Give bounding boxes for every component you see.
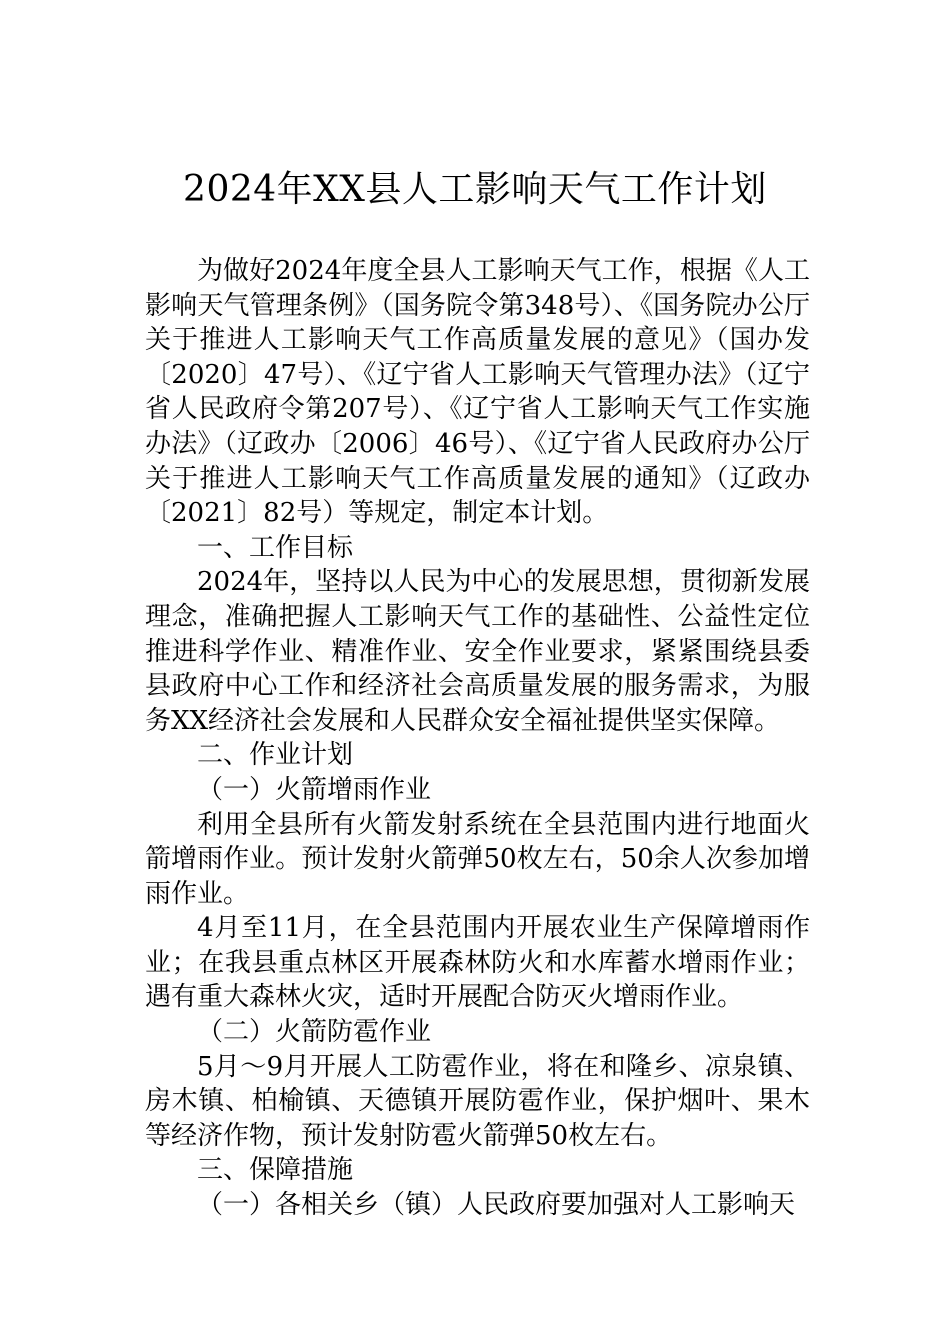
measures-paragraph: （一）各相关乡（镇）人民政府要加强对人工影响天 — [197, 1190, 796, 1221]
goals-paragraph: 2024年，坚持以人民为中心的发展思想，贯彻新发展理念，准确把握人工影响天气工作的基础性、公益性定位推进科学作业、精准作业、安全作业要求，紧紧围绕县委县政府中心工作和经济社会高质量发展的服务需求，为服务XX经济社会发展和人民群众安全福祉提供坚实保障。 — [145, 567, 810, 736]
section-heading-measures: 三、保障措施 — [197, 1155, 354, 1186]
document-body — [145, 254, 810, 1223]
document-title: 2024年XX县人工影响天气工作计划 — [183, 169, 767, 210]
rocket-rain-paragraph: 利用全县所有火箭发射系统在全县范围内进行地面火箭增雨作业。预计发射火箭弹50枚左右，50余人次参加增雨作业。 — [145, 809, 810, 909]
intro-paragraph: 为做好2024年度全县人工影响天气工作，根据《人工影响天气管理条例》（国务院令第348号）、《国务院办公厅关于推进人工影响天气工作高质量发展的意见》（国办发〔2020〕47号）、《辽宁省人工影响天气管理办法》（辽宁省人民政府令第207号）、《辽宁省人工影响天气工作实施办法》（辽政办〔2006〕46号）、《辽宁省人民政府办公厅关于推进人工影响天气工作高质量发展的通知》（辽政办〔2021〕82号）等规定，制定本计划。 — [145, 256, 810, 529]
section-heading-goals: 一、工作目标 — [197, 532, 354, 563]
subheading-rocket-hail: （二）火箭防雹作业 — [197, 1017, 432, 1048]
hail-paragraph: 5月～9月开展人工防雹作业，将在和隆乡、凉泉镇、房木镇、柏榆镇、天德镇开展防雹作业，保护烟叶、果木等经济作物，预计发射防雹火箭弹50枚左右。 — [145, 1051, 810, 1151]
rain-schedule-paragraph: 4月至11月，在全县范围内开展农业生产保障增雨作业；在我县重点林区开展森林防火和水库蓄水增雨作业；遇有重大森林火灾，适时开展配合防灭火增雨作业。 — [145, 913, 810, 1013]
section-heading-plan: 二、作业计划 — [197, 740, 354, 771]
subheading-rocket-rain: （一）火箭增雨作业 — [197, 774, 432, 805]
